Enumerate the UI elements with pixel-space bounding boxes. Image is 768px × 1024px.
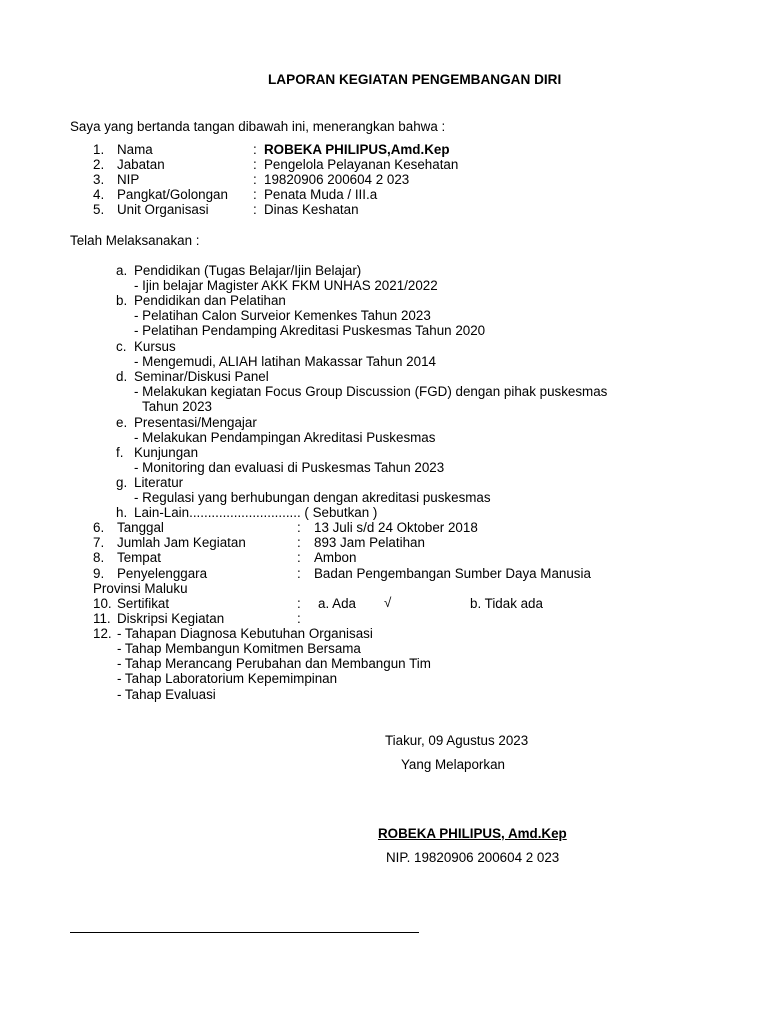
activity-heading-d: Seminar/Diskusi Panel (134, 369, 269, 384)
diskripsi-sep: : (297, 611, 301, 626)
activity-item: - Ijin belajar Magister AKK FKM UNHAS 2021/2022 (134, 278, 438, 293)
identity-num-5: 5. (93, 202, 105, 217)
activity-heading-g: Literatur (134, 475, 184, 490)
sertifikat-sep: : (297, 596, 301, 611)
detail-label-penyelenggara: Penyelenggara (117, 566, 208, 581)
signature-role: Yang Melaporkan (401, 757, 505, 772)
detail-value-penyelenggara: Badan Pengembangan Sumber Daya Manusia (314, 566, 591, 581)
identity-value-nip: 19820906 200604 2 023 (264, 172, 410, 187)
detail-num-9: 9. (93, 566, 105, 581)
activity-letter-f: f. (116, 445, 124, 460)
identity-value-jabatan: Pengelola Pelayanan Kesehatan (264, 157, 459, 172)
identity-sep-1: : (253, 142, 257, 157)
activity-item: - Regulasi yang berhubungan dengan akreditasi puskesmas (134, 490, 491, 505)
activity-heading-b: Pendidikan dan Pelatihan (134, 293, 286, 308)
tahapan-item: - Tahapan Diagnosa Kebutuhan Organisasi (117, 626, 373, 641)
activity-heading-f: Kunjungan (134, 445, 199, 460)
identity-sep-4: : (253, 187, 257, 202)
tahapan-item: - Tahap Evaluasi (117, 687, 216, 702)
tahapan-item: - Tahap Laboratorium Kepemimpinan (117, 671, 338, 686)
detail-label-tempat: Tempat (117, 550, 161, 565)
signature-name: ROBEKA PHILIPUS, Amd.Kep (378, 826, 567, 841)
detail-value-tempat: Ambon (314, 550, 357, 565)
activity-item: - Monitoring dan evaluasi di Puskesmas Tahun 2023 (134, 460, 445, 475)
tahapan-num: 12. (93, 626, 112, 641)
penyelenggara-continuation: Provinsi Maluku (93, 581, 188, 596)
signature-place-date: Tiakur, 09 Agustus 2023 (385, 733, 529, 748)
identity-num-1: 1. (93, 142, 105, 157)
intro-text: Saya yang bertanda tangan dibawah ini, menerangkan bahwa : (70, 119, 446, 134)
identity-sep-3: : (253, 172, 257, 187)
detail-label-jam: Jumlah Jam Kegiatan (117, 535, 246, 550)
identity-label-jabatan: Jabatan (117, 157, 165, 172)
detail-sep: : (297, 550, 301, 565)
identity-value-pangkat: Penata Muda / III.a (264, 187, 378, 202)
detail-value-tanggal: 13 Juli s/d 24 Oktober 2018 (314, 520, 478, 535)
detail-num-7: 7. (93, 535, 105, 550)
sertifikat-option-ada: a. Ada (318, 596, 356, 611)
detail-sep: : (297, 535, 301, 550)
activity-letter-b: b. (116, 293, 128, 308)
activity-item: - Melakukan Pendampingan Akreditasi Puskesmas (134, 430, 436, 445)
activity-heading-e: Presentasi/Mengajar (134, 415, 257, 430)
telah-heading: Telah Melaksanakan : (70, 233, 200, 248)
activity-item: - Pelatihan Pendamping Akreditasi Puskesmas Tahun 2020 (134, 323, 486, 338)
identity-num-2: 2. (93, 157, 105, 172)
activity-letter-h: h. (116, 505, 128, 520)
detail-sep: : (297, 566, 301, 581)
identity-value-unit: Dinas Keshatan (264, 202, 359, 217)
tahapan-item: - Tahap Membangun Komitmen Bersama (117, 641, 361, 656)
identity-label-pangkat: Pangkat/Golongan (117, 187, 228, 202)
diskripsi-num: 11. (93, 611, 111, 626)
detail-num-6: 6. (93, 520, 105, 535)
sertifikat-option-tidak-ada: b. Tidak ada (470, 596, 543, 611)
activity-item-cont: Tahun 2023 (142, 399, 212, 414)
identity-sep-5: : (253, 202, 257, 217)
activity-heading-a: Pendidikan (Tugas Belajar/Ijin Belajar) (134, 263, 362, 278)
identity-label-nama: Nama (117, 142, 153, 157)
detail-value-jam: 893 Jam Pelatihan (314, 535, 425, 550)
activity-heading-h: Lain-Lain.............................. ( Sebutkan ) (134, 505, 378, 520)
activity-letter-d: d. (116, 369, 128, 384)
identity-num-3: 3. (93, 172, 105, 187)
document-title: LAPORAN KEGIATAN PENGEMBANGAN DIRI (268, 72, 562, 87)
identity-label-unit: Unit Organisasi (117, 202, 209, 217)
detail-sep: : (297, 520, 301, 535)
activity-letter-e: e. (116, 415, 128, 430)
sertifikat-label: Sertifikat (117, 596, 170, 611)
tahapan-item: - Tahap Merancang Perubahan dan Membangun Tim (117, 656, 431, 671)
identity-sep-2: : (253, 157, 257, 172)
signature-nip: NIP. 19820906 200604 2 023 (386, 850, 560, 865)
identity-num-4: 4. (93, 187, 105, 202)
activity-item: - Melakukan kegiatan Focus Group Discussion (FGD) dengan pihak puskesmas (134, 384, 608, 399)
identity-value-nama: ROBEKA PHILIPUS,Amd.Kep (264, 142, 450, 157)
footer-divider (70, 932, 419, 933)
activity-letter-g: g. (116, 475, 128, 490)
check-icon: √ (384, 595, 392, 610)
activity-heading-c: Kursus (134, 339, 176, 354)
detail-num-8: 8. (93, 550, 105, 565)
sertifikat-num: 10. (93, 596, 112, 611)
detail-label-tanggal: Tanggal (117, 520, 164, 535)
identity-label-nip: NIP (117, 172, 140, 187)
diskripsi-label: Diskripsi Kegiatan (117, 611, 225, 626)
activity-letter-c: c. (116, 339, 127, 354)
activity-item: - Pelatihan Calon Surveior Kemenkes Tahun 2023 (134, 308, 431, 323)
activity-item: - Mengemudi, ALIAH latihan Makassar Tahun 2014 (134, 354, 436, 369)
activity-letter-a: a. (116, 263, 128, 278)
